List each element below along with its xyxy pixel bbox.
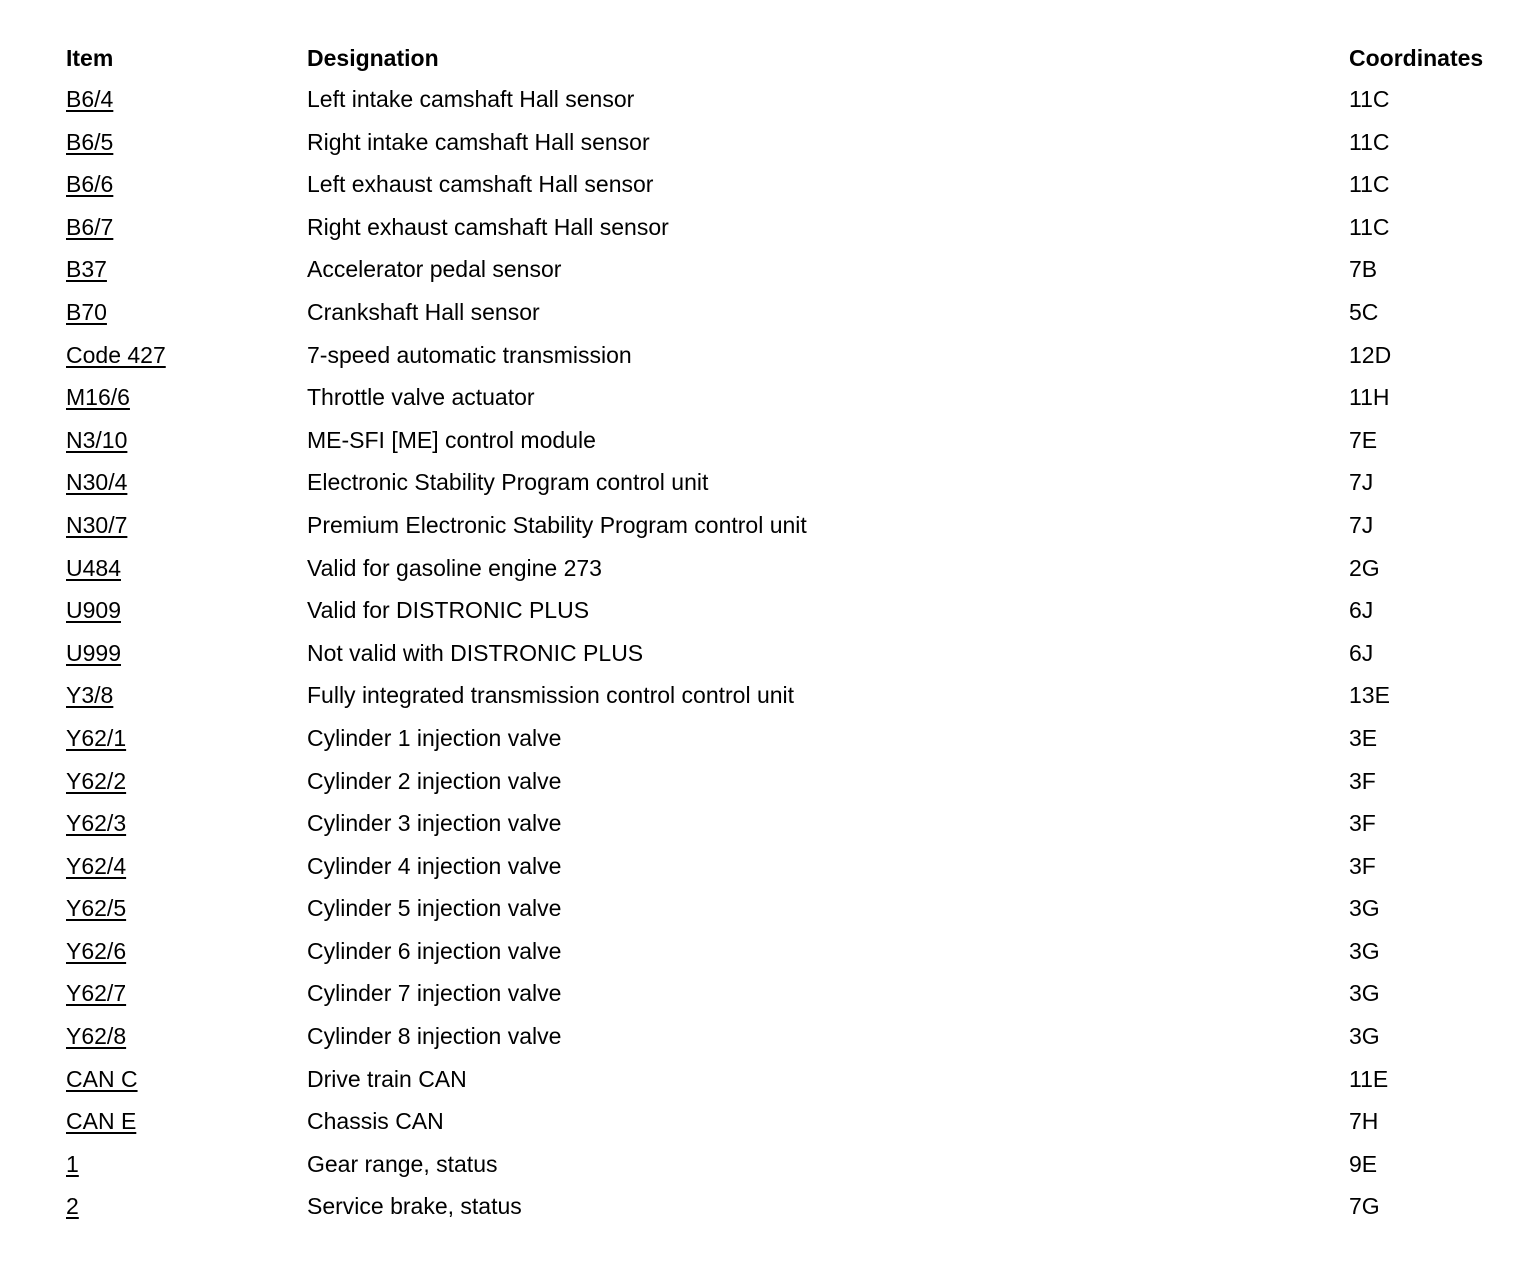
item-link[interactable]: 2	[66, 1193, 79, 1220]
item-link[interactable]: Y62/3	[66, 810, 127, 837]
table-row	[66, 845, 1526, 888]
table-row	[66, 121, 1526, 164]
item-link[interactable]: Y3/8	[66, 682, 114, 709]
coordinates-text: 3G	[1349, 980, 1380, 1007]
coordinates-text: 3G	[1349, 1023, 1380, 1050]
designation-text: Electronic Stability Program control unit	[307, 469, 709, 496]
item-link[interactable]: N30/7	[66, 511, 128, 538]
coordinates-text: 11H	[1349, 384, 1390, 411]
coordinates-text: 11E	[1349, 1065, 1389, 1092]
table-row	[66, 674, 1526, 717]
item-link[interactable]: B6/6	[66, 171, 114, 198]
coordinates-text: 7E	[1349, 426, 1378, 453]
coordinates-text: 7G	[1349, 1193, 1380, 1220]
coordinates-text: 7H	[1349, 1108, 1379, 1135]
coordinates-text: 2G	[1349, 554, 1380, 581]
designation-text: Left exhaust camshaft Hall sensor	[307, 171, 654, 198]
designation-text: Fully integrated transmission control control unit	[307, 682, 795, 709]
table-row	[66, 163, 1526, 206]
item-link[interactable]: Y62/7	[66, 980, 127, 1007]
header-coordinates: Coordinates	[1349, 45, 1484, 71]
coordinates-text: 3E	[1349, 724, 1378, 751]
coordinates-text: 11C	[1349, 171, 1390, 198]
item-link[interactable]: CAN C	[66, 1065, 138, 1092]
item-link[interactable]: Y62/8	[66, 1023, 127, 1050]
table-row	[66, 1185, 1526, 1228]
item-link[interactable]: B6/5	[66, 128, 114, 155]
table-row	[66, 717, 1526, 760]
item-link[interactable]: U999	[66, 639, 121, 666]
coordinates-text: 5C	[1349, 298, 1379, 325]
designation-text: Right intake camshaft Hall sensor	[307, 128, 650, 155]
item-link[interactable]: Code 427	[66, 341, 166, 368]
legend-table	[66, 38, 1526, 1228]
coordinates-text: 7J	[1349, 469, 1374, 496]
coordinates-text: 3F	[1349, 852, 1376, 879]
designation-text: Not valid with DISTRONIC PLUS	[307, 639, 644, 666]
designation-text: Cylinder 8 injection valve	[307, 1023, 562, 1050]
table-row	[66, 334, 1526, 377]
coordinates-text: 3F	[1349, 767, 1376, 794]
item-link[interactable]: B6/4	[66, 86, 114, 112]
header-item: Item	[66, 45, 114, 71]
table-row	[66, 589, 1526, 632]
coordinates-text: 12D	[1349, 341, 1392, 368]
designation-text: Service brake, status	[307, 1193, 522, 1220]
table-row	[66, 248, 1526, 291]
table-row	[66, 547, 1526, 590]
table-row	[66, 632, 1526, 675]
item-link[interactable]: B70	[66, 298, 107, 325]
designation-text: Valid for DISTRONIC PLUS	[307, 597, 590, 624]
item-link[interactable]: U909	[66, 597, 121, 624]
coordinates-text: 11C	[1349, 86, 1390, 112]
item-link[interactable]: M16/6	[66, 384, 130, 411]
table-row	[66, 376, 1526, 419]
designation-text: Cylinder 3 injection valve	[307, 810, 562, 837]
item-link[interactable]: CAN E	[66, 1108, 137, 1135]
designation-text: 7-speed automatic transmission	[307, 341, 632, 368]
designation-text: ME-SFI [ME] control module	[307, 426, 596, 453]
designation-text: Premium Electronic Stability Program control unit	[307, 511, 807, 538]
designation-text: Cylinder 4 injection valve	[307, 852, 562, 879]
table-row	[66, 1143, 1526, 1186]
designation-text: Chassis CAN	[307, 1108, 444, 1135]
designation-text: Cylinder 7 injection valve	[307, 980, 562, 1007]
table-row	[66, 461, 1526, 504]
table-row	[66, 802, 1526, 845]
coordinates-text: 6J	[1349, 639, 1374, 666]
item-link[interactable]: U484	[66, 554, 121, 581]
table-row	[66, 419, 1526, 462]
header-row	[66, 38, 1526, 78]
item-link[interactable]: N30/4	[66, 469, 128, 496]
item-link[interactable]: Y62/1	[66, 724, 127, 751]
table-row	[66, 887, 1526, 930]
table-row	[66, 206, 1526, 249]
coordinates-text: 9E	[1349, 1150, 1378, 1177]
designation-text: Cylinder 5 injection valve	[307, 895, 562, 922]
table-row	[66, 1100, 1526, 1143]
coordinates-text: 3G	[1349, 937, 1380, 964]
designation-text: Cylinder 1 injection valve	[307, 724, 562, 751]
table-row	[66, 760, 1526, 803]
designation-text: Cylinder 2 injection valve	[307, 767, 562, 794]
table-body	[66, 78, 1526, 1228]
coordinates-text: 7J	[1349, 511, 1374, 538]
item-link[interactable]: 1	[66, 1150, 79, 1177]
coordinates-text: 11C	[1349, 213, 1390, 240]
coordinates-text: 13E	[1349, 682, 1390, 709]
table-row	[66, 1015, 1526, 1058]
item-link[interactable]: Y62/5	[66, 895, 127, 922]
item-link[interactable]: B6/7	[66, 213, 114, 240]
designation-text: Crankshaft Hall sensor	[307, 298, 540, 325]
coordinates-text: 11C	[1349, 128, 1390, 155]
item-link[interactable]: B37	[66, 256, 107, 283]
coordinates-text: 3G	[1349, 895, 1380, 922]
coordinates-text: 3F	[1349, 810, 1376, 837]
coordinates-text: 7B	[1349, 256, 1378, 283]
designation-text: Left intake camshaft Hall sensor	[307, 86, 635, 112]
table-row	[66, 1058, 1526, 1101]
table-row	[66, 930, 1526, 973]
item-link[interactable]: Y62/6	[66, 937, 127, 964]
designation-text: Cylinder 6 injection valve	[307, 937, 562, 964]
designation-text: Gear range, status	[307, 1150, 498, 1177]
table-row	[66, 78, 1526, 121]
coordinates-text: 6J	[1349, 597, 1374, 624]
designation-text: Right exhaust camshaft Hall sensor	[307, 213, 669, 240]
table-row	[66, 291, 1526, 334]
designation-text: Accelerator pedal sensor	[307, 256, 562, 283]
table-row	[66, 504, 1526, 547]
designation-text: Drive train CAN	[307, 1065, 467, 1092]
designation-text: Throttle valve actuator	[307, 384, 535, 411]
header-designation: Designation	[307, 45, 439, 71]
item-link[interactable]: N3/10	[66, 426, 128, 453]
item-link[interactable]: Y62/4	[66, 852, 127, 879]
table-row	[66, 972, 1526, 1015]
designation-text: Valid for gasoline engine 273	[307, 554, 602, 581]
item-link[interactable]: Y62/2	[66, 767, 127, 794]
